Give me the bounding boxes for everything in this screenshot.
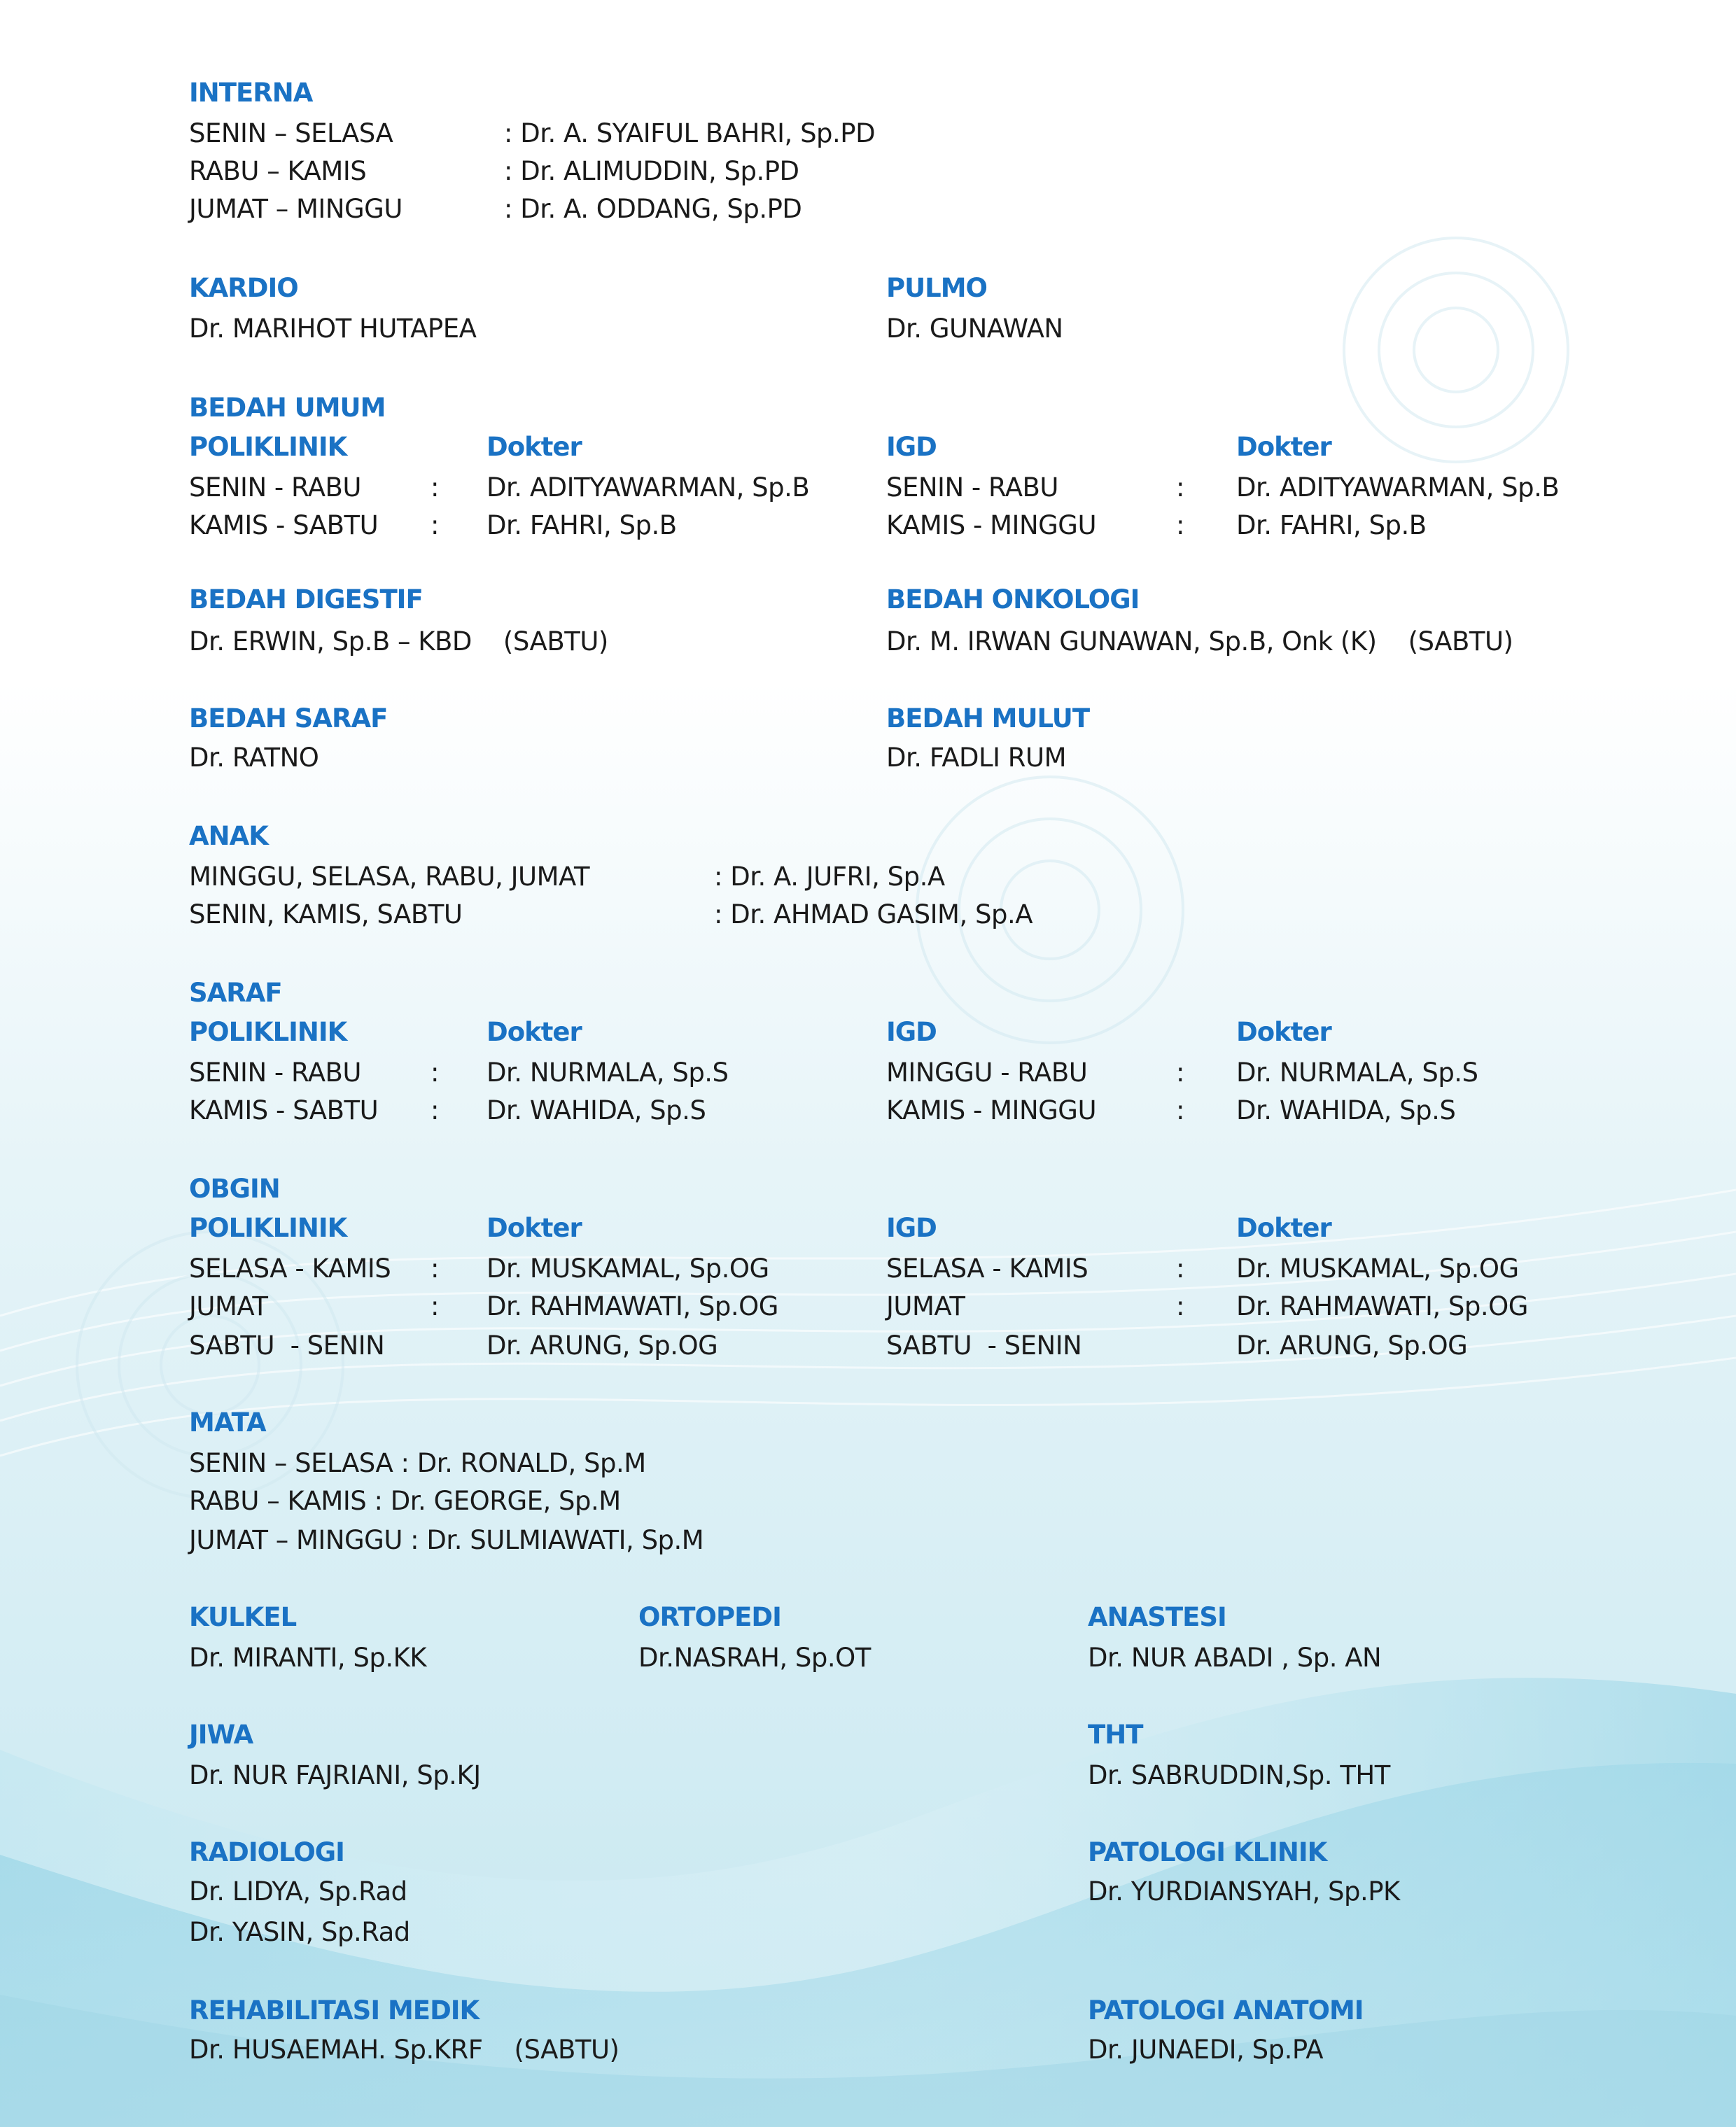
bedah-umum-poli-doctor-1: Dr. ADITYAWARMAN, Sp.B: [486, 472, 810, 503]
saraf-poli-day-1: SENIN - RABU: [189, 1058, 361, 1088]
obgin-igd-dokter-label: Dokter: [1236, 1213, 1331, 1243]
heading-pulmo: PULMO: [886, 273, 988, 303]
bedah-mulut-doctor: Dr. FADLI RUM: [886, 743, 1067, 773]
obgin-poli-day-3: SABTU - SENIN: [189, 1331, 385, 1361]
mata-line-3: JUMAT – MINGGU : Dr. SULMIAWATI, Sp.M: [189, 1525, 704, 1555]
kardio-doctor: Dr. MARIHOT HUTAPEA: [189, 314, 477, 344]
jiwa-doctor: Dr. NUR FAJRIANI, Sp.KJ: [189, 1760, 481, 1790]
obgin-poli-doctor-1: Dr. MUSKAMAL, Sp.OG: [486, 1254, 769, 1284]
interna-day-1: SENIN – SELASA: [189, 118, 393, 148]
saraf-poli-sep-1: :: [430, 1058, 439, 1088]
bedah-umum-igd-label: IGD: [886, 432, 937, 462]
obgin-igd-sep-1: :: [1176, 1254, 1184, 1284]
bedah-umum-poli-sep-2: :: [430, 510, 439, 540]
obgin-poli-day-2: JUMAT: [189, 1291, 268, 1321]
interna-day-2: RABU – KAMIS: [189, 156, 367, 186]
heading-bedah-umum: BEDAH UMUM: [189, 393, 386, 423]
heading-mata: MATA: [189, 1408, 266, 1438]
heading-radiologi: RADIOLOGI: [189, 1837, 344, 1867]
heading-interna: INTERNA: [189, 78, 313, 108]
saraf-igd-dokter-label: Dokter: [1236, 1017, 1331, 1047]
interna-doctor-3: : Dr. A. ODDANG, Sp.PD: [504, 194, 802, 224]
bedah-digestif-doctor: Dr. ERWIN, Sp.B – KBD (SABTU): [189, 626, 608, 657]
bedah-umum-poli-dokter-label: Dokter: [486, 432, 582, 462]
radiologi-doctor-1: Dr. LIDYA, Sp.Rad: [189, 1876, 407, 1907]
anak-doctor-2: : Dr. AHMAD GASIM, Sp.A: [714, 899, 1033, 929]
saraf-poli-day-2: KAMIS - SABTU: [189, 1095, 379, 1125]
anak-day-2: SENIN, KAMIS, SABTU: [189, 899, 463, 929]
obgin-igd-day-2: JUMAT: [886, 1291, 965, 1321]
obgin-igd-doctor-1: Dr. MUSKAMAL, Sp.OG: [1236, 1254, 1519, 1284]
interna-doctor-2: : Dr. ALIMUDDIN, Sp.PD: [504, 156, 799, 186]
anak-day-1: MINGGU, SELASA, RABU, JUMAT: [189, 862, 590, 892]
bedah-umum-igd-sep-1: :: [1176, 472, 1184, 503]
bedah-umum-igd-day-1: SENIN - RABU: [886, 472, 1058, 503]
saraf-poli-doctor-1: Dr. NURMALA, Sp.S: [486, 1058, 729, 1088]
heading-obgin: OBGIN: [189, 1174, 280, 1204]
ortopedi-doctor: Dr.NASRAH, Sp.OT: [638, 1643, 871, 1673]
patologi-anatomi-doctor: Dr. JUNAEDI, Sp.PA: [1088, 2035, 1324, 2065]
pulmo-doctor: Dr. GUNAWAN: [886, 314, 1063, 344]
obgin-poli-day-1: SELASA - KAMIS: [189, 1254, 391, 1284]
mata-line-2: RABU – KAMIS : Dr. GEORGE, Sp.M: [189, 1486, 621, 1516]
bedah-umum-igd-day-2: KAMIS - MINGGU: [886, 510, 1097, 540]
mata-line-1: SENIN – SELASA : Dr. RONALD, Sp.M: [189, 1448, 646, 1478]
saraf-igd-sep-2: :: [1176, 1095, 1184, 1125]
tht-doctor: Dr. SABRUDDIN,Sp. THT: [1088, 1760, 1390, 1790]
heading-bedah-onkologi: BEDAH ONKOLOGI: [886, 584, 1140, 615]
heading-jiwa: JIWA: [189, 1720, 253, 1750]
saraf-igd-day-1: MINGGU - RABU: [886, 1058, 1088, 1088]
saraf-poli-doctor-2: Dr. WAHIDA, Sp.S: [486, 1095, 706, 1125]
rehabilitasi-medik-doctor: Dr. HUSAEMAH. Sp.KRF (SABTU): [189, 2035, 620, 2065]
obgin-poli-sep-2: :: [430, 1291, 439, 1321]
bedah-umum-poli-day-2: KAMIS - SABTU: [189, 510, 379, 540]
bedah-umum-igd-sep-2: :: [1176, 510, 1184, 540]
heading-anak: ANAK: [189, 821, 268, 851]
heading-anastesi: ANASTESI: [1088, 1602, 1226, 1632]
obgin-igd-label: IGD: [886, 1213, 937, 1243]
obgin-poli-dokter-label: Dokter: [486, 1213, 582, 1243]
obgin-igd-day-3: SABTU - SENIN: [886, 1331, 1082, 1361]
obgin-igd-day-1: SELASA - KAMIS: [886, 1254, 1088, 1284]
obgin-poli-doctor-3: Dr. ARUNG, Sp.OG: [486, 1331, 718, 1361]
interna-doctor-1: : Dr. A. SYAIFUL BAHRI, Sp.PD: [504, 118, 876, 148]
saraf-igd-doctor-1: Dr. NURMALA, Sp.S: [1236, 1058, 1478, 1088]
bedah-umum-igd-doctor-2: Dr. FAHRI, Sp.B: [1236, 510, 1427, 540]
heading-kulkel: KULKEL: [189, 1602, 297, 1632]
bedah-onkologi-doctor: Dr. M. IRWAN GUNAWAN, Sp.B, Onk (K) (SABTU): [886, 626, 1513, 657]
heading-patologi-anatomi: PATOLOGI ANATOMI: [1088, 1995, 1364, 2026]
patologi-klinik-doctor: Dr. YURDIANSYAH, Sp.PK: [1088, 1876, 1400, 1907]
heading-saraf: SARAF: [189, 978, 282, 1008]
bedah-umum-poli-sep-1: :: [430, 472, 439, 503]
heading-rehabilitasi-medik: REHABILITASI MEDIK: [189, 1995, 479, 2026]
heading-bedah-digestif: BEDAH DIGESTIF: [189, 584, 423, 615]
bedah-umum-igd-doctor-1: Dr. ADITYAWARMAN, Sp.B: [1236, 472, 1560, 503]
interna-day-3: JUMAT – MINGGU: [189, 194, 402, 224]
obgin-igd-sep-2: :: [1176, 1291, 1184, 1321]
heading-bedah-saraf: BEDAH SARAF: [189, 703, 388, 733]
bedah-saraf-doctor: Dr. RATNO: [189, 743, 319, 773]
heading-tht: THT: [1088, 1720, 1143, 1750]
heading-kardio: KARDIO: [189, 273, 298, 303]
obgin-poliklinik-label: POLIKLINIK: [189, 1213, 347, 1243]
bedah-umum-poli-doctor-2: Dr. FAHRI, Sp.B: [486, 510, 677, 540]
saraf-igd-label: IGD: [886, 1017, 937, 1047]
obgin-poli-sep-1: :: [430, 1254, 439, 1284]
bedah-umum-poli-day-1: SENIN - RABU: [189, 472, 361, 503]
saraf-igd-doctor-2: Dr. WAHIDA, Sp.S: [1236, 1095, 1456, 1125]
saraf-poliklinik-label: POLIKLINIK: [189, 1017, 347, 1047]
saraf-poli-sep-2: :: [430, 1095, 439, 1125]
bedah-umum-poliklinik-label: POLIKLINIK: [189, 432, 347, 462]
heading-patologi-klinik: PATOLOGI KLINIK: [1088, 1837, 1327, 1867]
radiologi-doctor-2: Dr. YASIN, Sp.Rad: [189, 1917, 410, 1947]
anastesi-doctor: Dr. NUR ABADI , Sp. AN: [1088, 1643, 1382, 1673]
anak-doctor-1: : Dr. A. JUFRI, Sp.A: [714, 862, 945, 892]
kulkel-doctor: Dr. MIRANTI, Sp.KK: [189, 1643, 427, 1673]
obgin-igd-doctor-2: Dr. RAHMAWATI, Sp.OG: [1236, 1291, 1528, 1321]
obgin-igd-doctor-3: Dr. ARUNG, Sp.OG: [1236, 1331, 1468, 1361]
obgin-poli-doctor-2: Dr. RAHMAWATI, Sp.OG: [486, 1291, 778, 1321]
bedah-umum-igd-dokter-label: Dokter: [1236, 432, 1331, 462]
heading-ortopedi: ORTOPEDI: [638, 1602, 781, 1632]
heading-bedah-mulut: BEDAH MULUT: [886, 703, 1090, 733]
saraf-igd-day-2: KAMIS - MINGGU: [886, 1095, 1097, 1125]
saraf-igd-sep-1: :: [1176, 1058, 1184, 1088]
saraf-poli-dokter-label: Dokter: [486, 1017, 582, 1047]
